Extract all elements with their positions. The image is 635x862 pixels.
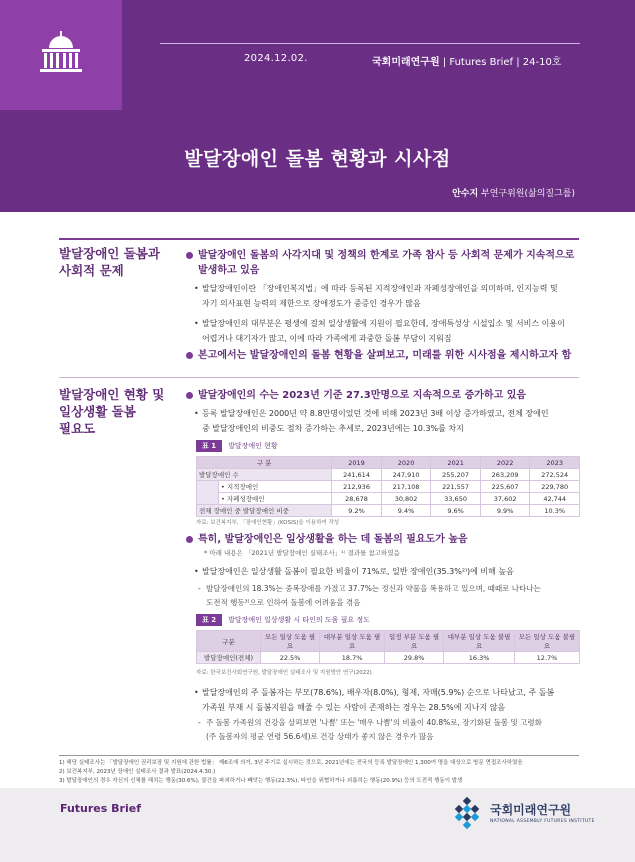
text-line: • 발달장애인은 일상생활 돌봄이 필요한 비율이 71%로, 일반 장애인(35.3%²⁾)에 비해 높음 [202, 567, 514, 576]
series-number: | Futures Brief | 24-10호 [442, 57, 562, 68]
section1-sub-bullet-2 [194, 316, 580, 346]
table-row [197, 652, 580, 664]
text-line: • 발달장애인이란 「장애인복지법」에 따라 등록된 지적장애인과 자폐성장애인을 의미하며, 인지능력 및 [202, 284, 558, 293]
text-line: 본고에서는 발달장애인의 돌봄 현황을 살펴보고, 미래를 위한 시사점을 제시하고자 함 [198, 350, 572, 361]
section1-title-line2: 사회적 문제 [59, 263, 124, 278]
section2-title [59, 386, 164, 437]
table1-year: 2023 [530, 457, 580, 469]
section2-title-line3: 필요도 [59, 421, 96, 436]
text-line: 자기 의사표현 능력의 제한으로 장애정도가 중증인 경우가 많음 [202, 299, 421, 308]
table-cell: 221,557 [431, 481, 481, 493]
author-name: 안수지 [452, 189, 479, 199]
table-row [197, 481, 580, 493]
text-line: • 등록 발달장애인은 2000년 약 8.8만명이었던 것에 비해 2023년 3배 이상 증가하였고, 전체 장애인 [202, 409, 549, 418]
text-line: 발생하고 있음 [198, 265, 260, 276]
text-line: 도전적 행동³⁾으로 인하여 돌봄에 어려움을 겪음 [206, 598, 361, 607]
page-title: 발달장애인 돌봄 현황과 시사점 [184, 148, 451, 170]
text-line: 중 발달장애인의 비중도 점차 증가하는 추세로, 2023년에는 10.3%를 차지 [202, 424, 464, 433]
section1-sub-bullet-1 [194, 281, 580, 311]
table1-header-label: 구 분 [197, 457, 332, 469]
text-line: • 발달장애인의 대부분은 평생에 걸쳐 일상생활에 지원이 필요한데, 장애특성상 시설입소 및 서비스 이용이 [202, 319, 565, 328]
table-cell: 217,108 [381, 481, 431, 493]
text-line: • 발달장애인의 주 돌봄자는 부모(78.6%), 배우자(8.0%), 형제, 자매(5.9%) 순으로 나타났고, 주 돌봄 [202, 688, 555, 697]
footnote: 1) 해당 실태조사는 「발달장애인 권리보장 및 지원에 관한 법률」 제6조에 의거, 3년 주기로 실시하는 것으로, 2021년에는 전국의 등록 발달장애인 1,300여 명을 대상으로 방문 면접조사하였음 [59, 760, 523, 766]
footnotes [59, 755, 579, 786]
table-cell: 241,614 [332, 469, 382, 481]
table1-year: 2021 [431, 457, 481, 469]
table-cell: 272,524 [530, 469, 580, 481]
table1-year: 2019 [332, 457, 382, 469]
table-cell: 29.8% [385, 652, 444, 664]
footnote: 2) 보건복지부, 2023년 장애인 실태조사 결과 발표(2024.4.30.) [59, 769, 216, 775]
data-source-note: * 아래 내용은 「2021년 발달장애인 실태조사」¹⁾ 결과를 참고하였음 [204, 549, 400, 557]
table-cell: 30,802 [381, 493, 431, 505]
table-row [197, 505, 580, 517]
table2-column: 모든 일상 도움 필요 [261, 631, 320, 652]
table-cell: 10.3% [530, 505, 580, 517]
section2-title-line1: 발달장애인 현황 및 [59, 387, 165, 402]
table1-year: 2020 [381, 457, 431, 469]
table1-tag: 표 1 [196, 440, 222, 452]
section2-sub-bullet-3 [194, 685, 580, 715]
issue-date: 2024.12.02. [244, 53, 308, 64]
table2-header-label: 구분 [197, 631, 261, 652]
table1-caption [196, 440, 278, 452]
issue-info [372, 53, 561, 68]
table2-column: 대부분 일상 도움 필요 [320, 631, 385, 652]
assembly-building-icon [36, 30, 86, 78]
row-label: • 자폐성장애인 [219, 493, 332, 505]
text-line: - 발달장애인의 18.3%는 중복장애를 가졌고 37.7%는 정신과 약물을 복용하고 있으며, 때때로 나타나는 [206, 584, 541, 593]
table2-column: 모든 일상 도움 불필요 [515, 631, 580, 652]
text-line: - 주 돌봄 가족원의 건강을 살펴보면 '나쁨' 또는 '매우 나쁨'의 비율이 40.8%로, 장기화된 돌봄 및 고령화 [206, 718, 542, 727]
table1 [196, 456, 580, 517]
section1-title [59, 245, 160, 279]
section2-heading-bullet-2 [186, 532, 581, 547]
text-line: 가족원 부재 시 돌봄지원을 해줄 수 있는 사람이 존재하는 경우는 28.5%에 지나지 않음 [202, 703, 506, 712]
table2-column: 일정 부분 도움 필요 [385, 631, 444, 652]
table2-column: 대부분 일상 도움 불필요 [444, 631, 515, 652]
table-cell: 225,607 [480, 481, 530, 493]
footer [0, 788, 635, 862]
table-cell: 37,602 [480, 493, 530, 505]
table-cell: 12.7% [515, 652, 580, 664]
institute-name: 국회미래연구원 [490, 803, 572, 817]
table-cell: 247,910 [381, 469, 431, 481]
table-row [197, 493, 580, 505]
institute-logo-icon [450, 796, 484, 830]
table-cell: 9.6% [431, 505, 481, 517]
table-cell: 16.3% [444, 652, 515, 664]
footnote: 3) 발달장애인의 경우 자신의 신체를 해치는 행동(30.6%), 물건을 파괴하거나 빼앗는 행동(22.3%), 타인을 위협하거나 괴롭히는 행동(20.9%) 등의 도전적 행동이 발생 [59, 778, 463, 784]
row-label: • 지적장애인 [219, 481, 332, 493]
row-label: 발달장애인(전체) [197, 652, 261, 664]
table-row [197, 469, 580, 481]
section2-heading-bullet-1 [186, 388, 581, 403]
row-indent [197, 481, 219, 505]
author [452, 186, 575, 199]
section2-dash-item-1 [198, 582, 580, 610]
text-line: 발달장애인의 수는 2023년 기준 27.3만명으로 지속적으로 증가하고 있음 [198, 390, 527, 401]
table-cell: 28,678 [332, 493, 382, 505]
table-cell: 33,650 [431, 493, 481, 505]
section-divider [59, 377, 579, 378]
table-cell: 255,207 [431, 469, 481, 481]
table2-source: 자료: 한국보건사회연구원, 발달장애인 실태조사 및 지원방안 연구(2022) [196, 670, 372, 676]
header-banner [0, 0, 635, 212]
section2-sub-bullet-1 [194, 406, 580, 436]
table2-tag: 표 2 [196, 614, 222, 626]
org-name: 국회미래연구원 [372, 57, 440, 68]
table-cell: 229,780 [530, 481, 580, 493]
section-divider [59, 238, 579, 240]
section1-heading-bullet [186, 248, 581, 278]
text-line: 발달장애인 돌봄의 사각지대 및 정책의 한계로 가족 참사 등 사회적 문제가 지속적으로 [198, 250, 575, 261]
table2 [196, 630, 580, 664]
table-cell: 9.2% [332, 505, 382, 517]
table2-caption [196, 614, 370, 626]
table-cell: 212,936 [332, 481, 382, 493]
section2-dash-item-2 [198, 716, 580, 744]
table1-title: 발달장애인 현황 [228, 442, 278, 450]
row-label: 전체 장애인 중 발달장애인 비중 [197, 505, 332, 517]
footer-series-label: Futures Brief [60, 802, 141, 815]
section1-heading-bullet-2 [186, 348, 581, 363]
table-cell: 9.9% [480, 505, 530, 517]
text-line: (주 돌봄자의 평균 연령 56.6세)로 건강 상태가 좋지 않은 경우가 많음 [206, 732, 434, 741]
header-rule [160, 43, 580, 44]
table-cell: 9.4% [381, 505, 431, 517]
row-label: 발달장애인 수 [197, 469, 332, 481]
institute-english-name: NATIONAL ASSEMBLY FUTURES INSTITUTE [490, 819, 595, 824]
section2-title-line2: 일상생활 돌봄 [59, 404, 136, 419]
table-cell: 263,209 [480, 469, 530, 481]
table1-year: 2022 [480, 457, 530, 469]
table-cell: 18.7% [320, 652, 385, 664]
section1-title-line1: 발달장애인 돌봄과 [59, 246, 160, 261]
national-assembly-logo [0, 0, 122, 110]
text-line: 특히, 발달장애인은 일상생활을 하는 데 돌봄의 필요도가 높음 [198, 534, 468, 545]
table2-title: 발달장애인 일상생활 시 타인의 도움 필요 정도 [228, 616, 370, 624]
author-role: 부연구위원(삶의질그룹) [481, 189, 575, 199]
table-cell: 22.5% [261, 652, 320, 664]
table-cell: 42,744 [530, 493, 580, 505]
section2-sub-bullet-2 [194, 564, 580, 579]
text-line: 어렵거나 대기자가 많고, 이에 따라 가족에게 과중한 돌봄 부담이 지워짐 [202, 334, 452, 343]
table1-source: 자료: 보건복지부, 「장애인현황」(KOSIS)을 이용하여 작성 [196, 520, 340, 526]
